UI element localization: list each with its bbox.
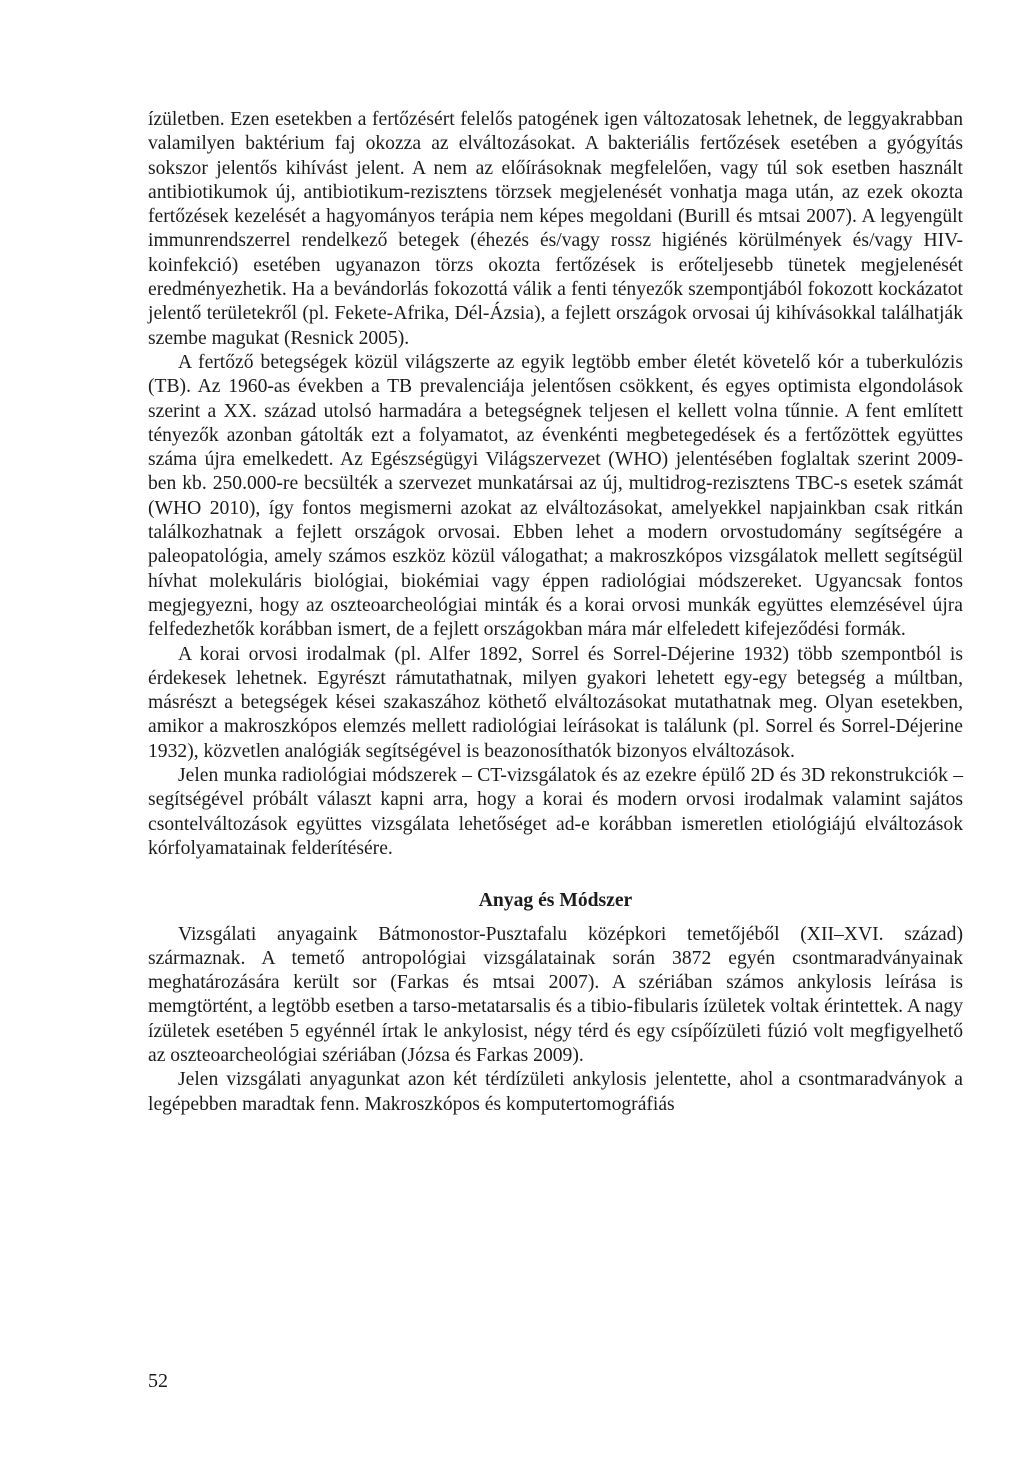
page-number: 52 (148, 1370, 168, 1392)
paragraph-tuberculosis: A fertőző betegségek közül világszerte az egyik legtöbb ember életét követelő kór a tuberkulózis (TB). Az 1960-as években a TB prevalenciája jelentősen csökkent, és egyes optimista elgondolások szerint a XX. század utolsó harmadára a betegségnek teljesen el kellett volna tűnnie. A fent említett tényezők azonban gátolták ezt a folyamatot, az évenkénti megbetegedések és a fertőzöttek együttes száma újra emelkedett. Az Egészségügyi Világszervezet (WHO) jelentésében foglaltak szerint 2009-ben kb. 250.000-re becsülték a szervezet munkatársai az új, multidrog-rezisztens TBC-s esetek számát (WHO 2010), így fontos megismerni azokat az elváltozásokat, amelyekkel napjainkban csak ritkán találkozhatnak a fejlett országok orvosai. Ebben lehet a modern orvostudomány segítségére a paleopatológia, amely számos eszköz közül válogathat; a makroszkópos vizsgálatok mellett segítségül hívhat molekuláris biológiai, biokémiai vagy éppen radiológiai módszereket. Ugyancsak fontos megjegyezni, hogy az oszteoarcheológiai minták és a korai orvosi munkák együttes elemzésével újra felfedezhetők korábban ismert, de a fejlett országokban mára már elfeledett kifejeződési formák. (148, 351, 963, 641)
paragraph-infection-intro: ízületben. Ezen esetekben a fertőzésért felelős patogének igen változatosak lehetnek, de leggyakrabban valamilyen baktérium faj okozza az elváltozásokat. A bakteriális fertőzések esetében a gyógyítás sokszor jelentős kihívást jelent. A nem az előírásoknak megfelelően, vagy túl sok esetben használt antibiotikumok új, antibiotikum-rezisztens törzsek megjelenését vonhatja maga után, az ezek okozta fertőzések kezelését a hagyományos terápia nem képes megoldani (Burill és mtsai 2007). A legyengült immunrendszerrel rendelkező betegek (éhezés és/vagy rossz higiénés körülmények és/vagy HIV-koinfekció) esetében ugyanazon törzs okozta fertőzések is erőteljesebb tünetek megjelenését eredményezhetik. Ha a bevándorlás fokozottá válik a fenti tényezők szempontjából fokozott kockázatot jelentő területekről (pl. Fekete-Afrika, Dél-Ázsia), a fejlett országok orvosai új kihívásokkal találhatják szembe magukat (Resnick 2005). (148, 109, 963, 349)
paragraph-material-source: Vizsgálati anyagaink Bátmonostor-Pusztafalu középkori temetőjéből (XII–XVI. század) származnak. A temető antropológiai vizsgálatainak során 3872 egyén csontmaradványainak meghatározására került sor (Farkas és mtsai 2007). A szériában számos ankylosis leírása is memgtörtént, a legtöbb esetben a tarso-metatarsalis és a tibio-fibularis ízületek voltak érintettek. A nagy ízületek esetében 5 egyénnél írtak le ankylosist, négy térd és egy csípőízületi fúzió volt megfigyelhető az oszteoarcheológiai szériában (Józsa és Farkas 2009). (148, 923, 963, 1066)
paragraph-early-literature: A korai orvosi irodalmak (pl. Alfer 1892, Sorrel és Sorrel-Déjerine 1932) több szempontból is érdekesek lehetnek. Egyrészt rámutathatnak, milyen gyakori lehetett egy-egy betegség a múltban, másrészt a betegségek kései szakaszához köthető elváltozásokat mutathatnak meg. Olyan esetekben, amikor a makroszkópos elemzés mellett radiológiai leírásokat is találunk (pl. Sorrel és Sorrel-Déjerine 1932), közvetlen analógiák segítségével is beazonosíthatók bizonyos elváltozások. (148, 643, 963, 762)
paragraph-study-aim: Jelen munka radiológiai módszerek – CT-vizsgálatok és az ezekre épülő 2D és 3D rekonstrukciók – segítségével próbált választ kapni arra, hogy a korai és modern orvosi irodalmak valamint sajátos csontelváltozások együttes vizsgálata lehetőséget ad-e korábban ismeretlen etiológiájú elváltozások kórfolyamatainak felderítésére. (148, 765, 963, 859)
page-body (148, 108, 963, 1117)
section-heading: Anyag és Módszer (478, 890, 633, 912)
paragraph-material-selection: Jelen vizsgálati anyagunkat azon két térdízületi ankylosis jelentette, ahol a csontmaradványok a legépebben maradtak fenn. Makroszkópos és komputertomográfiás (148, 1069, 963, 1115)
